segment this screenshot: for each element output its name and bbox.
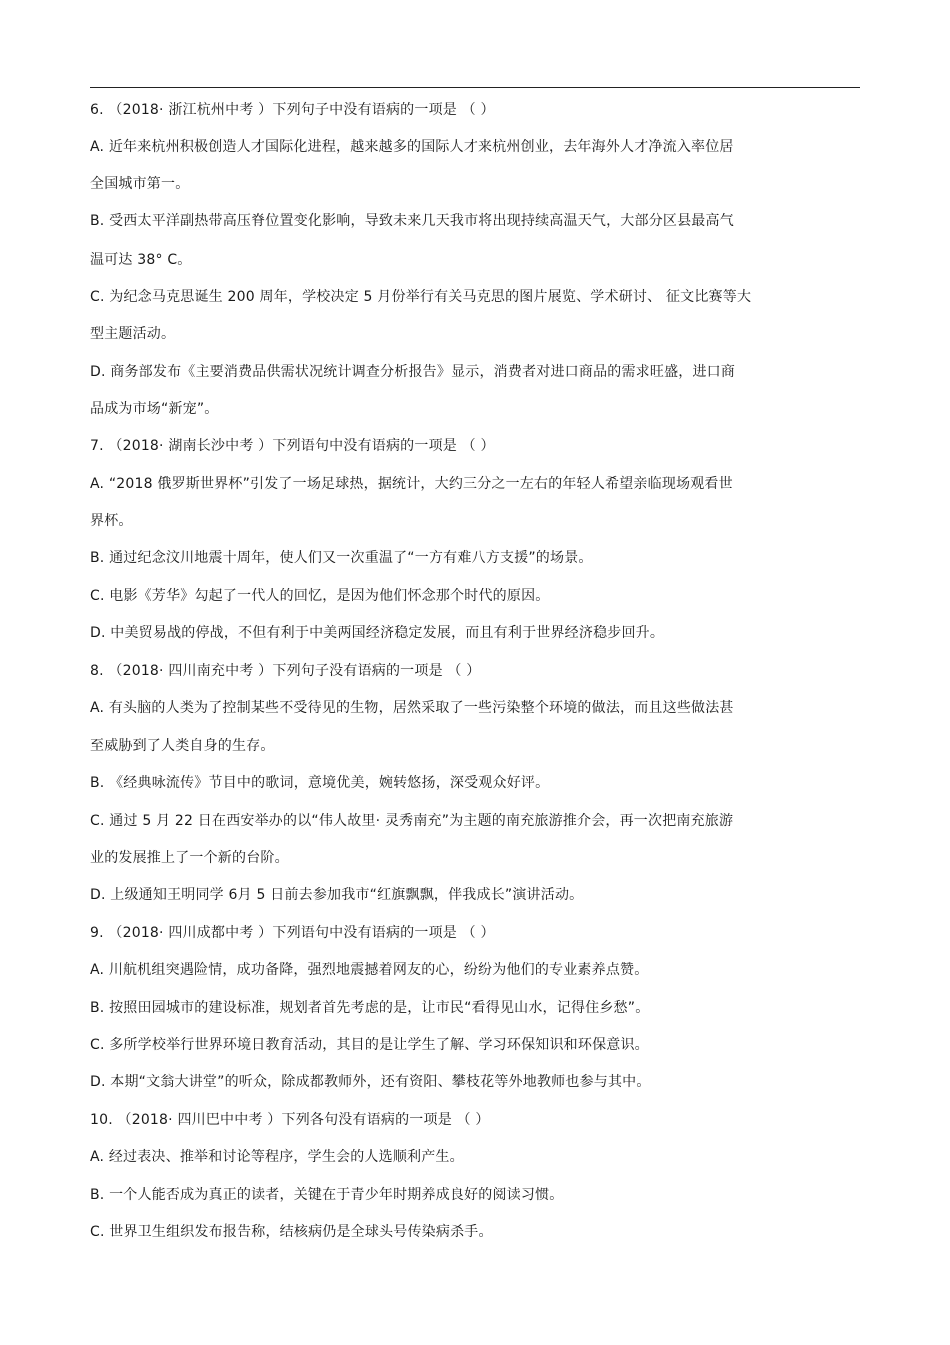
question-6-option-a: A. 近年来杭州积极创造人才国际化进程，越来越多的国际人才来杭州创业，去年海外人才净流入率位居: [90, 139, 734, 155]
question-7-option-a: A. “2018 俄罗斯世界杯”引发了一场足球热，据统计，大约三分之一左右的年轻人希望亲临现场观看世: [90, 476, 733, 492]
question-7-option-a-cont: 界杯。: [90, 513, 133, 529]
question-7-option-d: D. 中美贸易战的停战，不但有利于中美两国经济稳定发展，而且有利于世界经济稳步回升。: [90, 625, 665, 641]
question-8-option-a-cont: 至威胁到了人类自身的生存。: [90, 738, 275, 754]
question-8-option-b: B. 《经典咏流传》节目中的歌词，意境优美，婉转悠扬，深受观众好评。: [90, 775, 550, 791]
question-9-stem: 9. （2018· 四川成都中考 ）下列语句中没有语病的一项是 （ ）: [90, 925, 495, 941]
question-9-option-a: A. 川航机组突遇险情，成功备降，强烈地震撼着网友的心，纷纷为他们的专业素养点赞。: [90, 962, 649, 978]
header-rule: [90, 87, 860, 88]
question-8-stem: 8. （2018· 四川南充中考 ）下列句子没有语病的一项是 （ ）: [90, 663, 481, 679]
question-6-option-d-cont: 品成为市场“新宠”。: [90, 401, 219, 417]
question-9-option-b: B. 按照田园城市的建设标准，规划者首先考虑的是，让市民“看得见山水，记得住乡愁”。: [90, 1000, 650, 1016]
question-7-option-b: B. 通过纪念汶川地震十周年，使人们又一次重温了“一方有难八方支援”的场景。: [90, 550, 593, 566]
question-8-option-c-cont: 业的发展推上了一个新的台阶。: [90, 850, 289, 866]
question-6-option-a-cont: 全国城市第一。: [90, 176, 190, 192]
question-8-option-d: D. 上级通知王明同学 6月 5 日前去参加我市“红旗飘飘，伴我成长”演讲活动。: [90, 887, 584, 903]
question-6-option-d: D. 商务部发布《主要消费品供需状况统计调查分析报告》显示，消费者对进口商品的需求旺盛，进口商: [90, 364, 736, 380]
question-6-option-c-cont: 型主题活动。: [90, 326, 176, 342]
question-10-option-a: A. 经过表决、推举和讨论等程序，学生会的人选顺利产生。: [90, 1149, 464, 1165]
question-10-option-c: C. 世界卫生组织发布报告称，结核病仍是全球头号传染病杀手。: [90, 1224, 493, 1240]
question-6-option-c: C. 为纪念马克思诞生 200 周年，学校决定 5 月份举行有关马克思的图片展览、学术研讨、 征文比赛等大: [90, 289, 752, 305]
question-6-stem: 6. （2018· 浙江杭州中考 ）下列句子中没有语病的一项是 （ ）: [90, 102, 495, 118]
question-9-option-d: D. 本期“文翁大讲堂”的听众，除成都教师外，还有资阳、攀枝花等外地教师也参与其中。: [90, 1074, 651, 1090]
question-8-option-c: C. 通过 5 月 22 日在西安举办的以“伟人故里· 灵秀南充”为主题的南充旅游推介会，再一次把南充旅游: [90, 813, 734, 829]
question-6-option-b-cont: 温可达 38° C。: [90, 252, 192, 268]
question-8-option-a: A. 有头脑的人类为了控制某些不受待见的生物，居然采取了一些污染整个环境的做法，而且这些做法甚: [90, 700, 734, 716]
question-7-option-c: C. 电影《芳华》勾起了一代人的回忆，是因为他们怀念那个时代的原因。: [90, 588, 550, 604]
question-7-stem: 7. （2018· 湖南长沙中考 ）下列语句中没有语病的一项是 （ ）: [90, 438, 495, 454]
question-6-option-b: B. 受西太平洋副热带高压脊位置变化影响，导致未来几天我市将出现持续高温天气，大部分区县最高气: [90, 213, 734, 229]
question-10-option-b: B. 一个人能否成为真正的读者，关键在于青少年时期养成良好的阅读习惯。: [90, 1187, 564, 1203]
question-9-option-c: C. 多所学校举行世界环境日教育活动，其目的是让学生了解、学习环保知识和环保意识。: [90, 1037, 649, 1053]
question-10-stem: 10. （2018· 四川巴中中考 ）下列各句没有语病的一项是 （ ）: [90, 1112, 490, 1128]
